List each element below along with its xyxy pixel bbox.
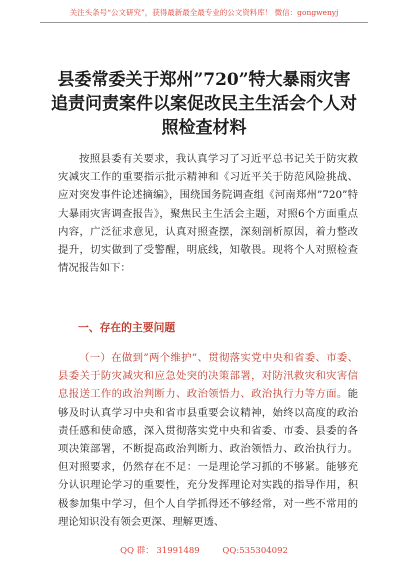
paragraph-highlight: （一）在做到”两个维护”、贯彻落实党中央和省委、市委、县委关于防灾减灾和应急处突的决策部署，对防汛救灾和灾害信息报送工作的政治判断力、政治领悟力、政治执行力等方面。 — [58, 352, 358, 401]
footer — [0, 544, 408, 556]
paragraph-body: 能够及时认真学习中央和省市县重要会议精神，始终以高度的政治责任感和使命感，深入贯彻落实党中央和省委、市委、县委的各项决策部署，不断提高政治判断力、政治领悟力、政治执行力。但对照要求，仍然存在不足：一是理论学习抓的不够紧。能够充分认识理论学习的重要性，充分发挥理论对实践的指导作用，积极参加集中学习，但个人自学抓得还不够经常，对一些不常用的理论知识没有领会更深、理解更透、 — [58, 388, 358, 528]
header-divider — [40, 22, 368, 23]
footer-qq-group: QQ 群： 31991489 — [120, 546, 200, 556]
section-heading: 一、存在的主要问题 — [78, 321, 176, 334]
document-title: 县委常委关于郑州”720”特大暴雨灾害追责问责案件以案促改民主生活会个人对照检查材料 — [51, 70, 357, 138]
header-banner: 关注头条号“公文研究”，获得最新最全最专业的公文资料库！ 微信：gongwenyj — [69, 8, 339, 17]
footer-qq: QQ:535304092 — [222, 546, 288, 556]
intro-paragraph: 按照县委有关要求，我认真学习了习近平总书记关于防灾救灾减灾工作的重要指示批示精神和《习近平关于防范风险挑战、应对突发事件论述摘编》，围绕国务院调查组《河南郑州”720”特大暴雨灾害调查报告》，聚焦民主生活会主题，对照6个方面重点内容，广泛征求意见，认真对照查摆，深刻剖析原因，着力整改提升，切实做到了受警醒，明底线，知敬畏。现将个人对照检查情况报告如下： — [58, 153, 358, 275]
problem-paragraph-1 — [58, 349, 358, 531]
